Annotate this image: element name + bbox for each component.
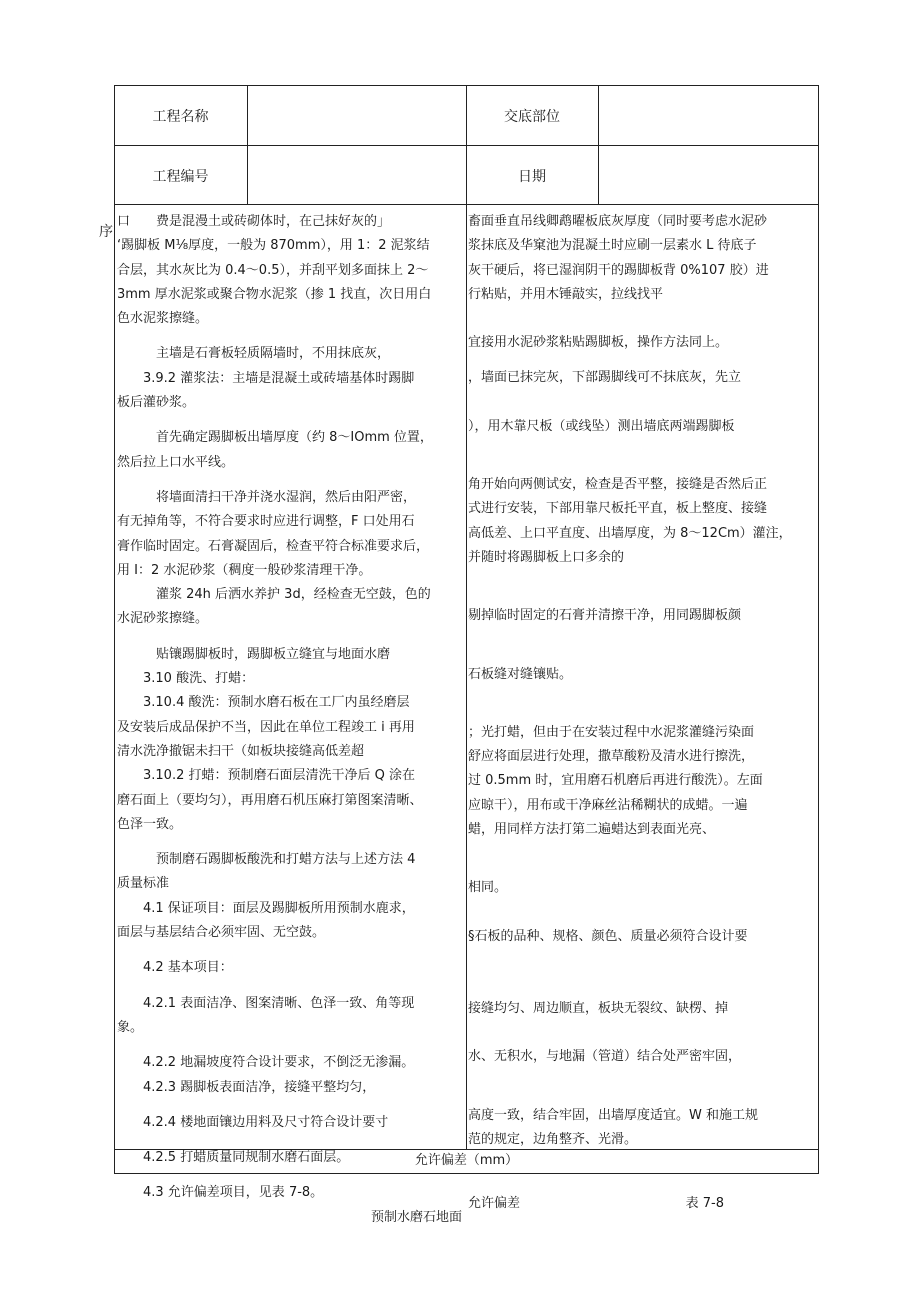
left-line: 预制磨石踢脚板酸洗和打蜡方法与上述方法 4 (117, 852, 416, 868)
left-line: 4.2.5 打蜡质量同规制水磨石面层。 (117, 1150, 350, 1166)
left-line: 3.10.4 酸洗：预制水磨石板在工厂内虽经磨层 (117, 695, 410, 711)
right-line: 高度一致，结合牢固，出墙厚度适宜。W 和施工规 (468, 1107, 758, 1123)
project-name-label: 工程名称 (152, 109, 209, 125)
right-line: 范的规定，边角整齐、光滑。 (468, 1131, 638, 1147)
right-line: 应晾干），用布或干净麻丝沾稀糊状的成蜡。一遍 (468, 797, 748, 813)
right-line: ；光打蜡，但由于在安装过程中水泥浆灌缝污染面 (468, 724, 755, 740)
right-line: 剔掉临时固定的石膏并清擦干净，用同踢脚板颜 (468, 608, 742, 624)
right-line: 高低差、上口平直度、出墙厚度，为 8～12Cm）灌注， (468, 525, 792, 541)
right-line: 畜面垂直吊线卿鹉曜板底灰厚度（同时要考虑水泥砂 (468, 214, 768, 229)
left-line: 将墙面清扫干净并浇水湿润，然后由阳严密， (117, 489, 417, 505)
header-col-divider-1 (247, 85, 248, 204)
right-line: 水、无积水，与地漏（管道）结合处严密牢固， (468, 1049, 742, 1065)
left-line: 3.10.2 打蜡：预制磨石面层清洗干净后 Q 涂在 (117, 768, 415, 784)
handover-part-label: 交底部位 (504, 109, 560, 125)
left-line: ‘踢脚板 M⅛厚度，一般为 870mm），用 1：2 泥浆结 (117, 238, 430, 254)
table-caption-right: 表 7-8 (685, 1196, 724, 1212)
left-line: 口 费是混漫土或砖砌体时，在己抹好灰的」 (117, 214, 391, 229)
right-line: 过 0.5mm 时，宜用磨石机磨后再进行酸洗）。左面 (468, 773, 763, 789)
left-line: 灌浆 24h 后洒水养护 3d，经检查无空鼓，色的 (117, 587, 431, 603)
left-line: 及安装后成品保护不当，因此在单位工程竣工 i 再用 (117, 719, 415, 735)
right-line: 灰干硬后，将已湿润阴干的踢脚板背 0%107 胶）进 (468, 262, 769, 278)
left-line: 首先确定踢脚板出墙厚度（约 8～IOmm 位置， (117, 430, 433, 446)
right-line: ，墙面已抹完灰，下部踢脚线可不抹底灰，先立 (468, 370, 742, 386)
right-column-text (468, 210, 818, 1216)
left-line: 清水洗净撤锯未扫干（如板块接缝高低差超 (117, 743, 365, 759)
left-line: 主墙是石膏板轻质隔墙时，不用抹底灰， (117, 346, 391, 362)
table-caption (468, 1192, 724, 1216)
right-line: 角开始向两侧试安，检查是否平整，接缝是否然后正 (468, 477, 768, 493)
left-line: 然后拉上口水平线。 (117, 454, 235, 470)
center-col-divider (466, 85, 467, 1149)
left-line: 水泥砂浆擦缝。 (117, 611, 209, 627)
right-line: 相同。 (468, 880, 508, 896)
left-line: 4.2.2 地漏坡度符合设计要求，不倒泛无渗漏。 (117, 1055, 415, 1071)
right-line: 浆抹底及华窠池为混凝土时应刷一层素水 L 待底子 (468, 238, 757, 254)
right-line: 舒应将面层进行处理，撒草酸粉及清水进行擦洗， (468, 749, 755, 765)
left-line: 3.10 酸洗、打蜡： (117, 671, 255, 687)
left-line: 预制水磨石地面 (370, 1209, 462, 1225)
right-line: 石板缝对缝镶贴。 (468, 666, 573, 682)
left-line: 4.2.3 踢脚板表面洁净，接缝平整均匀， (117, 1079, 376, 1095)
right-line: 宜接用水泥砂浆粘贴踢脚板，操作方法同上。 (468, 335, 729, 351)
left-line: 4.2 基本项目： (117, 960, 233, 976)
left-column-text (117, 210, 464, 1230)
left-line: 合层，其水灰比为 0.4～0.5），并刮平划多面抹上 2～ (117, 262, 429, 278)
left-line: 膏作临时固定。石膏凝固后，检查平符合标准要求后， (117, 538, 430, 554)
right-line: 接缝均匀、周边顺直，板块无裂纹、缺楞、掉 (468, 1000, 729, 1016)
left-line: 有无掉角等，不符合要求时应进行调整，F 口处用石 (117, 514, 415, 530)
left-line: 用 I：2 水泥砂浆（稠度一般砂浆清理干净。 (117, 562, 372, 578)
left-line: 色泽一致。 (117, 816, 183, 832)
left-line: 3mm 厚水泥浆或聚合物水泥浆（掺 1 找直，次日用白 (117, 286, 432, 302)
right-line: 式进行安装，下部用靠尺板托平直，板上整度、接缝 (468, 501, 768, 517)
right-line: ），用木靠尺板（或线坠）测出墙底两端踢脚板 (468, 418, 735, 434)
left-line: 质量标准 (117, 876, 170, 892)
left-line: 色水泥浆擦缝。 (117, 311, 209, 327)
header-col-divider-3 (598, 85, 599, 204)
left-line: 4.1 保证项目：面层及踢脚板所用预制水鹿求， (117, 900, 415, 916)
right-line: 行粘贴，并用木锤敲实，拉线找平 (468, 286, 664, 302)
allowed-deviation-footer: 允许偏差（mm） (414, 1153, 519, 1168)
left-line: 面层与基层结合必须牢固、无空鼓。 (117, 925, 326, 941)
sequence-side-mark: 序 (99, 224, 113, 240)
date-label: 日期 (518, 169, 546, 185)
right-line: 并随时将踢脚板上口多余的 (468, 549, 625, 565)
left-line: 4.3 允许偏差项目，见表 7-8。 (117, 1185, 324, 1201)
left-line: 4.2.1 表面洁净、图案清晰、色泽一致、角等现 (117, 995, 415, 1011)
right-line: 蜡，用同样方法打第二遍蜡达到表面光亮、 (468, 822, 716, 838)
left-line: 板后灌砂浆。 (117, 395, 196, 411)
table-caption-left: 允许偏差 (468, 1196, 521, 1212)
right-line: §石板的品种、规格、颜色、质量必须符合设计要 (468, 928, 748, 944)
left-line: 磨石面上（要均匀），再用磨石机压麻打第图案清晰、 (117, 792, 423, 808)
left-line: 3.9.2 灌浆法：主墙是混凝土或砖墙基体时踢脚 (117, 370, 415, 386)
project-number-label: 工程编号 (152, 169, 209, 185)
left-line: 贴镶踢脚板时，踢脚板立缝宜与地面水磨 (117, 646, 391, 662)
left-line: 4.2.4 楼地面镶边用料及尺寸符合设计要寸 (117, 1114, 389, 1130)
left-line: 象。 (117, 1019, 144, 1035)
